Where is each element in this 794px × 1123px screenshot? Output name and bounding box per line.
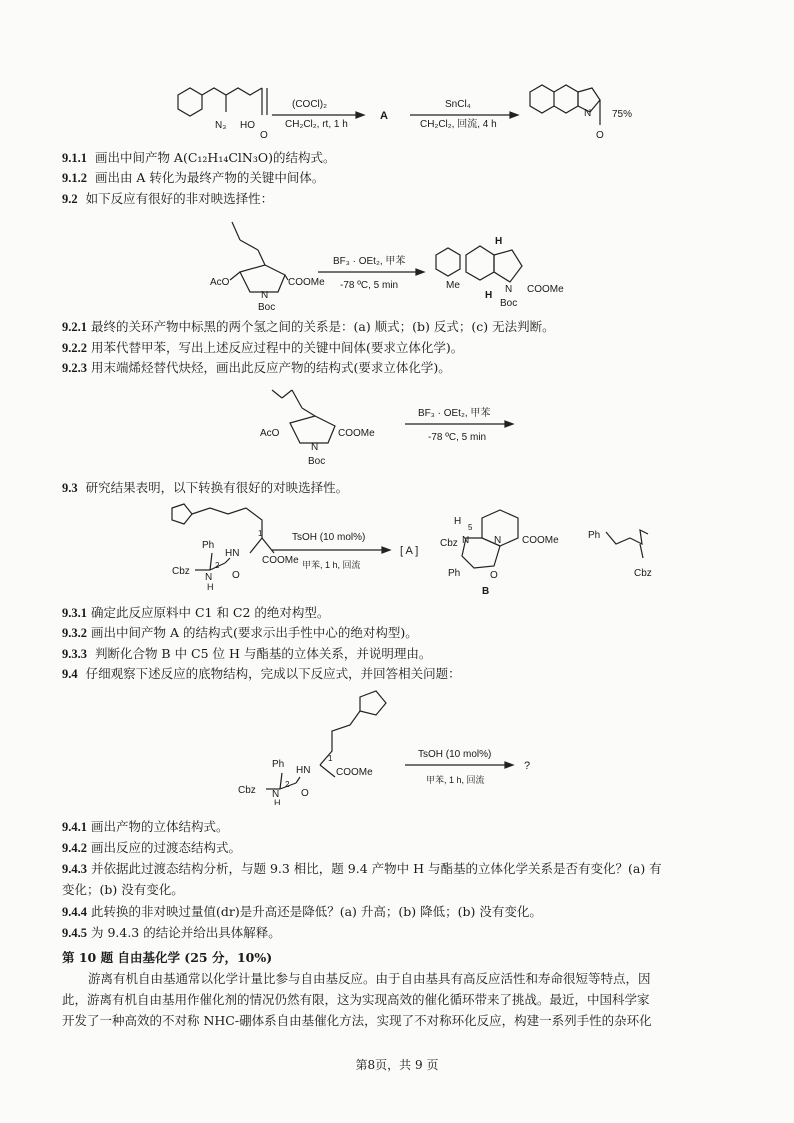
o-label: O	[260, 130, 268, 141]
c5-label: 5	[468, 523, 473, 532]
intermediate-a: A	[380, 110, 388, 122]
reaction-scheme-1	[0, 0, 794, 150]
question-9-2: 9.2 如下反应有很好的非对映选择性：	[62, 191, 274, 206]
cooMe-label: COOMe	[288, 277, 325, 288]
ph-label: Ph	[272, 759, 285, 770]
product-unknown: ?	[524, 760, 531, 772]
question-9-2-2: 9.2.2 用苯代替甲苯，写出上述反应过程中的关键中间体(要求立体化学)。	[62, 340, 464, 355]
n-label: N	[261, 290, 269, 301]
h-label: H	[274, 798, 281, 805]
c1-label: 1	[258, 529, 263, 538]
reaction-scheme-4	[0, 498, 794, 603]
ho-label: HO	[240, 120, 255, 131]
paragraph-line: 开发了一种高效的不对称 NHC-硼体系自由基催化方法，实现了不对称环化反应，构建一系列手性的杂环化	[62, 1013, 652, 1028]
aco-label: AcO	[260, 428, 280, 439]
question-9-4-4: 9.4.4 此转换的非对映过量值(dr)是升高还是降低？(a) 升高；(b) 降低；(b) 没有变化。	[62, 904, 542, 919]
c2-label: 2	[285, 780, 290, 789]
ph-cbz-label: Ph	[588, 530, 601, 541]
reagent-2-top: SnCl₄	[445, 99, 471, 110]
question-9-3-1: 9.3.1 确定此反应原料中 C1 和 C2 的绝对构型。	[62, 605, 330, 620]
boc-label: Boc	[308, 456, 326, 467]
reagent-bottom: 甲苯, 1 h, 回流	[302, 560, 361, 570]
ph-b-label: Ph	[448, 568, 461, 579]
question-9-1-2: 9.1.2 画出由 A 转化为最终产物的关键中间体。	[62, 170, 325, 185]
reaction-scheme-3	[0, 378, 794, 473]
boc-label: Boc	[258, 302, 276, 313]
question-9-4: 9.4 仔细观察下述反应的底物结构，完成以下反应式，并回答相关问题：	[62, 666, 461, 681]
paragraph-line: 此，游离有机自由基用作催化剂的情况仍然有限，这为实现高效的催化循环带来了挑战。最近，中国科学家	[62, 992, 650, 1007]
n-label: N	[584, 108, 592, 119]
c1-label: 1	[328, 754, 333, 763]
question-9-4-3-cont: 变化；(b) 没有变化。	[62, 882, 184, 897]
n-b-label-2: N	[494, 535, 502, 546]
o-label: O	[301, 788, 309, 799]
h-label: H	[207, 582, 214, 592]
question-9-2-3: 9.2.3 用末端烯烃替代炔烃，画出此反应产物的结构式(要求立体化学)。	[62, 360, 451, 375]
question-9-2-1: 9.2.1 最终的关环产物中标黑的两个氢之间的关系是：(a) 顺式；(b) 反式；(c) 无法判断。	[62, 319, 555, 334]
n-b-label: N	[462, 535, 470, 546]
product-b: B	[482, 586, 490, 597]
yield: 75%	[612, 109, 633, 120]
cooMe-label: COOMe	[262, 555, 299, 566]
o-label: O	[232, 570, 240, 581]
aco-label: AcO	[210, 277, 230, 288]
n-label: N	[205, 572, 213, 583]
reagent-top: TsOH (10 mol%)	[292, 532, 366, 543]
intermediate-a: [ A ]	[400, 545, 419, 557]
reagent-top: BF₃ · OEt₂, 甲苯	[333, 256, 406, 267]
question-9-3-3: 9.3.3 判断化合物 B 中 C5 位 H 与酯基的立体关系，并说明理由。	[62, 646, 432, 661]
cbz-label: Cbz	[238, 785, 256, 796]
cbz-b-label: Cbz	[440, 538, 458, 549]
o2-label: O	[596, 130, 604, 141]
question-9-4-5: 9.4.5 为 9.4.3 的结论并给出具体解释。	[62, 925, 281, 940]
hn-label: HN	[296, 765, 311, 776]
cooMe-label: COOMe	[336, 767, 373, 778]
question-10-title: 第 10 题 自由基化学 (25 分，10%)	[62, 950, 273, 965]
question-9-3-2: 9.3.2 画出中间产物 A 的结构式(要求示出手性中心的绝对构型)。	[62, 625, 418, 640]
cooMe-label: COOMe	[338, 428, 375, 439]
question-9-4-3: 9.4.3 并依据此过渡态结构分析，与题 9.3 相比，题 9.4 产物中 H 与酯基的立体化学关系是否有变化？(a) 有	[62, 861, 662, 876]
hn-label: HN	[225, 548, 240, 559]
n-label: N	[272, 789, 280, 800]
reagent-top: BF₃ · OEt₂, 甲苯	[418, 408, 491, 419]
reagent-bottom: -78 ºC, 5 min	[340, 280, 399, 291]
reagent-top: TsOH (10 mol%)	[418, 749, 492, 760]
n-label: N	[311, 442, 319, 453]
reaction-scheme-2	[0, 210, 794, 320]
reagent-bottom: 甲苯, 1 h, 回流	[426, 775, 485, 785]
h5-label: H	[454, 516, 462, 527]
boc-label-2: Boc	[500, 298, 518, 309]
reagent-1-top: (COCl)₂	[292, 99, 327, 110]
question-9-4-1: 9.4.1 画出产物的立体结构式。	[62, 819, 229, 834]
cbz-label: Cbz	[172, 566, 190, 577]
ph-label: Ph	[202, 540, 215, 551]
c2-label: 2	[215, 561, 220, 570]
question-9-3: 9.3 研究结果表明，以下转换有很好的对映选择性。	[62, 480, 349, 495]
cooMe-b-label: COOMe	[522, 535, 559, 546]
cooMe-label-2: COOMe	[527, 284, 564, 295]
reagent-bottom: -78 ºC, 5 min	[428, 432, 487, 443]
reagent-1-bottom: CH₂Cl₂, rt, 1 h	[285, 119, 348, 130]
n3-label: N₃	[215, 120, 227, 131]
cbz-definition-label: Cbz	[634, 568, 652, 579]
page-footer: 第8页，共 9 页	[355, 1058, 439, 1072]
me-label: Me	[446, 280, 460, 291]
o-b-label: O	[490, 570, 498, 581]
reaction-scheme-5	[0, 685, 794, 805]
question-9-4-2: 9.4.2 画出反应的过渡态结构式。	[62, 840, 241, 855]
h-label-2: H	[485, 290, 493, 301]
n-label-2: N	[505, 284, 513, 295]
h-label-1: H	[495, 236, 503, 247]
paragraph-line: 游离有机自由基通常以化学计量比参与自由基反应。由于自由基具有高反应活性和寿命很短等特点，因	[88, 971, 651, 986]
reagent-2-bottom: CH₂Cl₂, 回流, 4 h	[420, 119, 497, 130]
question-9-1-1: 9.1.1 画出中间产物 A(C₁₂H₁₄ClN₃O)的结构式。	[62, 150, 336, 165]
